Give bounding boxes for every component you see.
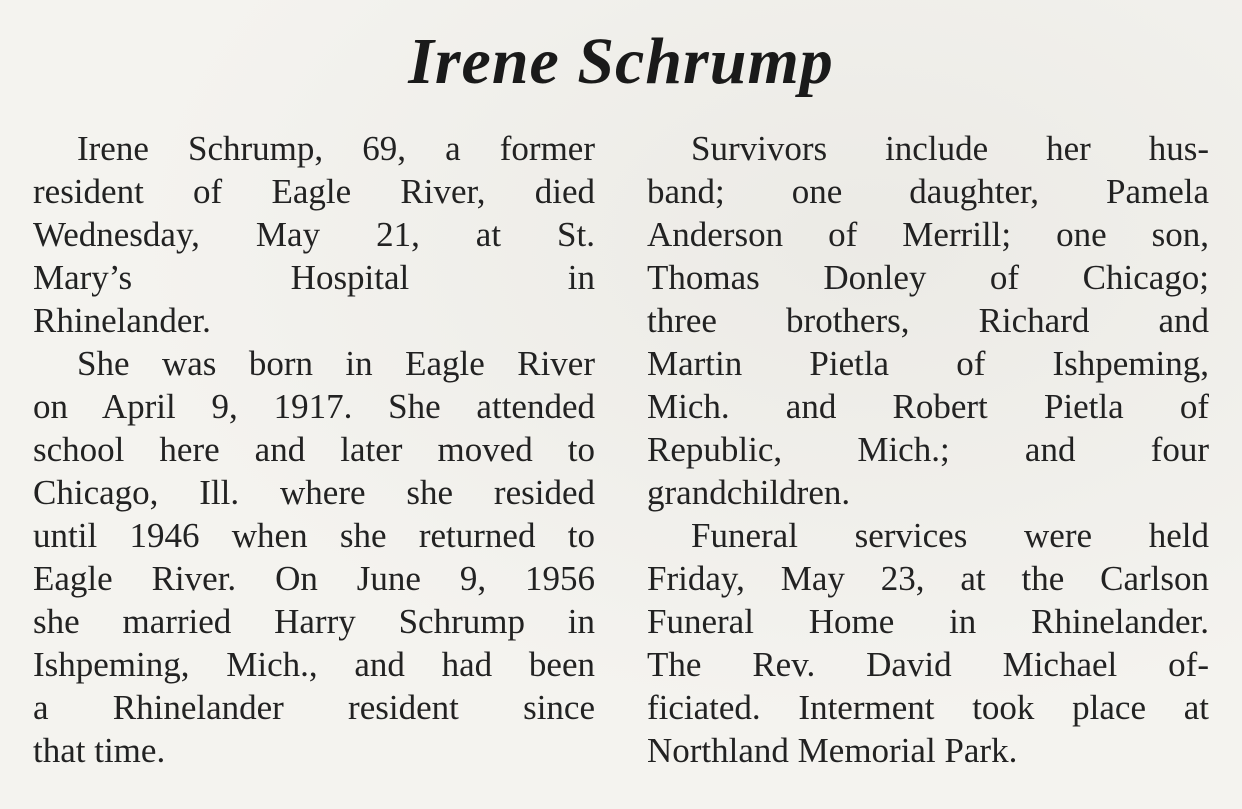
text-line: She was born in Eagle River bbox=[77, 344, 595, 383]
text-line: until 1946 when she returned to bbox=[33, 516, 595, 555]
text-line: Friday, May 23, at the Carlson bbox=[647, 559, 1209, 598]
text-line: that time. bbox=[33, 731, 166, 770]
text-line: Irene Schrump, 69, a former bbox=[77, 129, 595, 168]
text-line: Funeral Home in Rhinelander. bbox=[647, 602, 1209, 641]
text-line: band; one daughter, Pamela bbox=[647, 172, 1209, 211]
text-line: a Rhinelander resident since bbox=[33, 688, 595, 727]
text-line: Thomas Donley of Chicago; bbox=[647, 258, 1209, 297]
text-line: Republic, Mich.; and four bbox=[647, 430, 1209, 469]
text-line: Chicago, Ill. where she resided bbox=[33, 473, 595, 512]
text-line: Rhinelander. bbox=[33, 301, 211, 340]
text-line: Funeral services were held bbox=[691, 516, 1209, 555]
text-line: Martin Pietla of Ishpeming, bbox=[647, 344, 1209, 383]
text-line: Northland Memorial Park. bbox=[647, 731, 1018, 770]
text-line: Survivors include her hus- bbox=[691, 129, 1209, 168]
headline: Irene Schrump bbox=[408, 25, 834, 98]
left-column bbox=[33, 127, 595, 772]
text-line: she married Harry Schrump in bbox=[33, 602, 595, 641]
text-line: Wednesday, May 21, at St. bbox=[33, 215, 595, 254]
text-line: ficiated. Interment took place at bbox=[647, 688, 1209, 727]
text-line: school here and later moved to bbox=[33, 430, 595, 469]
right-column bbox=[647, 127, 1209, 772]
text-line: resident of Eagle River, died bbox=[33, 172, 595, 211]
text-line: Eagle River. On June 9, 1956 bbox=[33, 559, 595, 598]
text-line: on April 9, 1917. She attended bbox=[33, 387, 595, 426]
text-line: The Rev. David Michael of- bbox=[647, 645, 1209, 684]
text-line: grandchildren. bbox=[647, 473, 851, 512]
text-line: Anderson of Merrill; one son, bbox=[647, 215, 1209, 254]
text-line: Ishpeming, Mich., and had been bbox=[33, 645, 595, 684]
text-line: three brothers, Richard and bbox=[647, 301, 1209, 340]
text-line: Mich. and Robert Pietla of bbox=[647, 387, 1209, 426]
text-line: Mary’s Hospital in bbox=[33, 258, 595, 297]
